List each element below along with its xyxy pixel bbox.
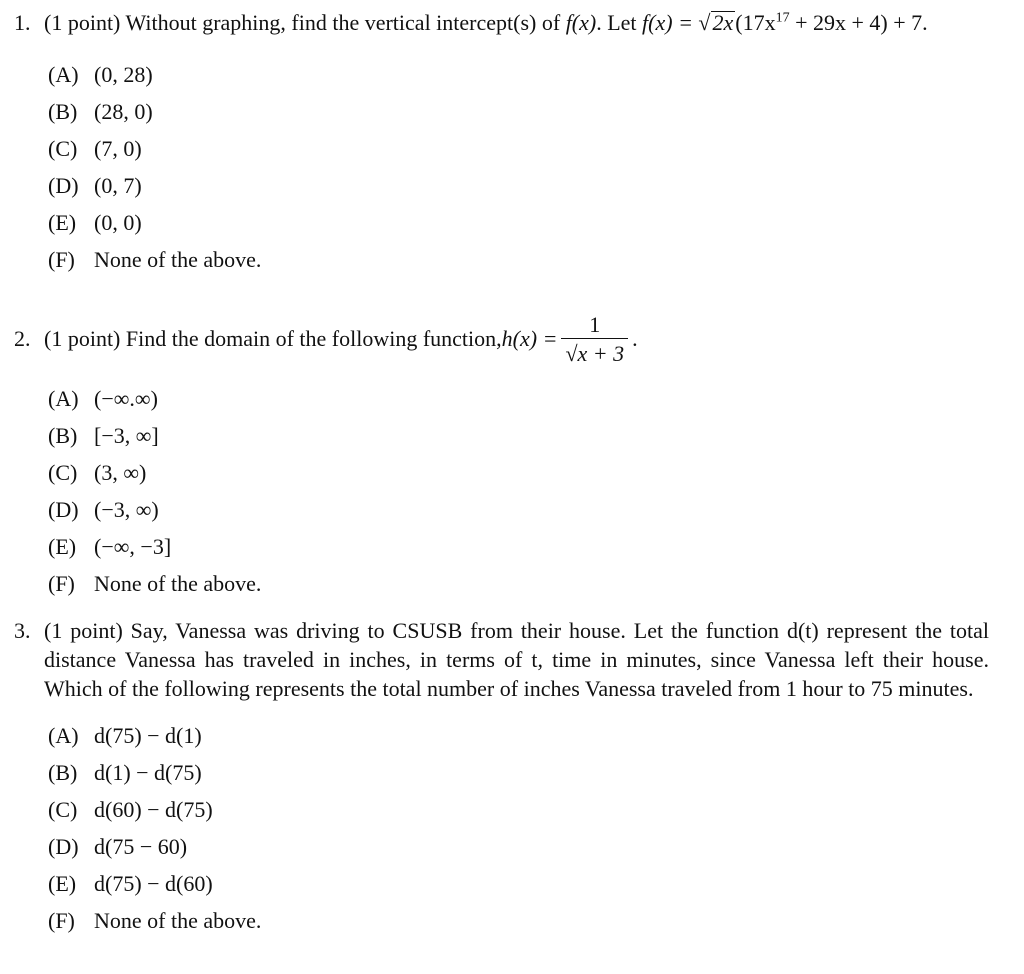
problem-number: 2.: [14, 326, 31, 351]
option-label: (C): [48, 797, 78, 822]
option-b[interactable]: [48, 754, 989, 791]
option-label: (E): [48, 210, 77, 235]
option-label: (E): [48, 871, 77, 896]
option-text: None of the above.: [94, 908, 262, 933]
stem-text: (1 point) Say, Vanessa was driving to CSUSB from their house. Let the function d(t) represent the total distance Vanessa has traveled in inches, in terms of t, time in minutes, since Vanessa left their house. Which of the following represents the total number of inches Vanessa traveled from 1 hour to 75 minutes.: [44, 618, 989, 701]
function-definition: h(x) =: [501, 326, 558, 351]
option-text: None of the above.: [94, 571, 262, 596]
denominator: [561, 338, 628, 367]
option-f[interactable]: [48, 241, 989, 278]
option-label: (C): [48, 136, 78, 161]
option-c[interactable]: [48, 791, 989, 828]
option-text: (−∞, −3]: [94, 534, 172, 559]
option-label: (B): [48, 423, 78, 448]
option-e[interactable]: [48, 865, 989, 902]
sqrt-sign: √: [698, 10, 711, 35]
problem-2: [14, 308, 989, 602]
option-label: (E): [48, 534, 77, 559]
radicand: x + 3: [577, 340, 625, 366]
fraction: [561, 312, 628, 367]
option-text: d(1) − d(75): [94, 760, 202, 785]
problem-3-options: [48, 717, 989, 939]
stem-text: (1 point) Without graphing, find the vertical intercept(s) of: [44, 10, 566, 35]
option-text: (7, 0): [94, 136, 142, 161]
option-f[interactable]: [48, 565, 989, 602]
problem-3-stem: [14, 616, 989, 703]
option-label: (C): [48, 460, 78, 485]
option-text: (3, ∞): [94, 460, 147, 485]
problem-1-options: [48, 56, 989, 278]
option-label: (D): [48, 497, 79, 522]
option-label: (F): [48, 247, 75, 272]
option-e[interactable]: [48, 204, 989, 241]
option-text: None of the above.: [94, 247, 262, 272]
option-label: (A): [48, 723, 79, 748]
option-a[interactable]: [48, 380, 989, 417]
option-b[interactable]: [48, 93, 989, 130]
option-e[interactable]: [48, 528, 989, 565]
option-text: d(60) − d(75): [94, 797, 213, 822]
option-c[interactable]: [48, 454, 989, 491]
option-label: (B): [48, 760, 78, 785]
option-text: d(75) − d(60): [94, 871, 213, 896]
problem-1: [14, 8, 989, 278]
option-text: (−∞.∞): [94, 386, 158, 411]
option-label: (D): [48, 834, 79, 859]
option-c[interactable]: [48, 130, 989, 167]
radicand: 2x: [712, 10, 734, 35]
option-text: d(75) − d(1): [94, 723, 202, 748]
option-text: (−3, ∞): [94, 497, 159, 522]
expression: (17x: [735, 10, 776, 35]
problem-2-options: [48, 380, 989, 602]
expression-rest: + 29x + 4) + 7.: [789, 10, 928, 35]
option-label: (A): [48, 386, 79, 411]
option-label: (A): [48, 62, 79, 87]
option-a[interactable]: [48, 717, 989, 754]
function-definition: f(x) =: [642, 10, 699, 35]
option-f[interactable]: [48, 902, 989, 939]
option-text: (0, 7): [94, 173, 142, 198]
option-text: (28, 0): [94, 99, 153, 124]
option-label: (B): [48, 99, 78, 124]
option-label: (D): [48, 173, 79, 198]
option-a[interactable]: [48, 56, 989, 93]
problem-2-stem: [14, 308, 989, 370]
sqrt-sign: √: [565, 340, 578, 366]
stem-end: .: [632, 326, 638, 351]
problem-3: [14, 616, 989, 939]
problem-number: 3.: [14, 618, 31, 643]
exponent: 17: [775, 10, 790, 26]
problem-1-stem: [14, 8, 989, 37]
option-label: (F): [48, 571, 75, 596]
option-label: (F): [48, 908, 75, 933]
option-b[interactable]: [48, 417, 989, 454]
stem-text: . Let: [596, 10, 643, 35]
function-name: f(x): [565, 10, 597, 35]
option-d[interactable]: [48, 828, 989, 865]
option-text: d(75 − 60): [94, 834, 188, 859]
option-d[interactable]: [48, 167, 989, 204]
stem-text: (1 point) Find the domain of the following function,: [44, 326, 502, 351]
option-text: [−3, ∞]: [94, 423, 159, 448]
option-text: (0, 28): [94, 62, 153, 87]
numerator: 1: [589, 311, 601, 337]
problem-number: 1.: [14, 10, 31, 35]
option-text: (0, 0): [94, 210, 142, 235]
option-d[interactable]: [48, 491, 989, 528]
